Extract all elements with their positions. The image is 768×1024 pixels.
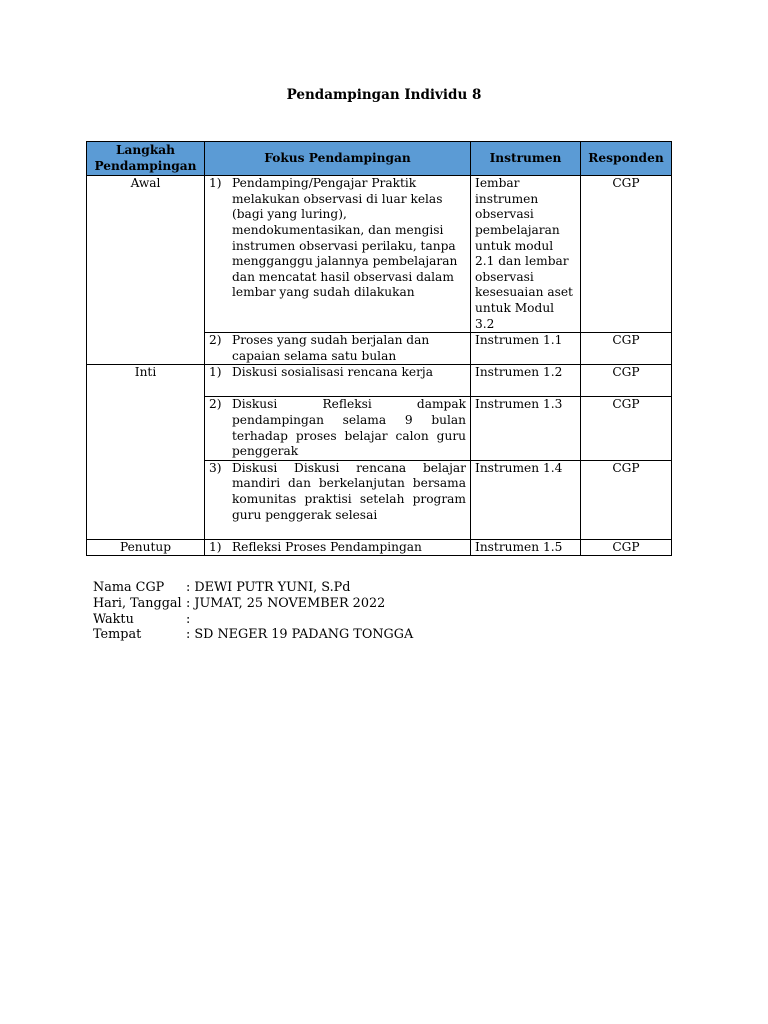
fokus-text: Diskusi sosialisasi rencana kerja <box>232 365 433 380</box>
fokus-text: Diskusi Refleksi dampak pendampingan selama 9 bulan terhadap proses belajar calon guru penggerak <box>232 397 466 459</box>
responden-cell: CGP <box>581 460 672 539</box>
info-label: Hari, Tanggal <box>93 595 182 611</box>
fokus-cell <box>205 176 471 333</box>
item-number: 1) <box>209 176 222 191</box>
table-row <box>87 365 672 397</box>
instrumen-cell: Instrumen 1.4 <box>471 460 581 539</box>
pendampingan-table <box>86 141 672 556</box>
header-instrumen: Instrumen <box>471 142 581 176</box>
item-number: 1) <box>209 539 222 554</box>
info-value: : JUMAT, 25 NOVEMBER 2022 <box>186 595 386 611</box>
table-row <box>87 539 672 556</box>
table-row <box>87 176 672 333</box>
responden-cell: CGP <box>581 176 672 333</box>
info-label: Tempat <box>93 627 142 643</box>
instrumen-cell: Instrumen 1.1 <box>471 333 581 365</box>
info-row-waktu <box>93 612 413 628</box>
fokus-text: Proses yang sudah berjalan dan capaian selama satu bulan <box>232 333 430 363</box>
responden-cell: CGP <box>581 397 672 460</box>
fokus-cell <box>205 333 471 365</box>
fokus-cell <box>205 460 471 539</box>
fokus-cell <box>205 539 471 556</box>
instrumen-cell: Instrumen 1.3 <box>471 397 581 460</box>
fokus-cell <box>205 397 471 460</box>
responden-cell: CGP <box>581 365 672 397</box>
item-number: 2) <box>209 333 222 348</box>
fokus-text: Diskusi Diskusi rencana belajar mandiri dan berkelanjutan bersama komunitas praktisi setelah program guru penggerak selesai <box>232 460 466 522</box>
header-responden: Responden <box>581 142 672 176</box>
info-label: Waktu <box>93 611 134 627</box>
item-number: 3) <box>209 460 222 475</box>
table-header-row <box>87 142 672 176</box>
info-row-tanggal <box>93 596 413 612</box>
instrumen-cell: Instrumen 1.2 <box>471 365 581 397</box>
responden-cell: CGP <box>581 539 672 556</box>
langkah-cell: Awal <box>87 176 205 365</box>
info-block <box>93 580 413 643</box>
info-value: : SD NEGER 19 PADANG TONGGA <box>186 627 414 643</box>
header-fokus: Fokus Pendampingan <box>205 142 471 176</box>
info-value: : DEWI PUTR YUNI, S.Pd <box>186 580 351 595</box>
info-row-nama <box>93 580 413 596</box>
info-label: Nama CGP <box>93 580 165 595</box>
header-langkah: Langkah Pendampingan <box>87 142 205 176</box>
info-value: : <box>186 611 191 627</box>
instrumen-cell: Iembar instrumen observasi pembelajaran untuk modul 2.1 dan lembar observasi kesesuaian aset untuk Modul 3.2 <box>471 176 581 333</box>
langkah-cell: Inti <box>87 365 205 539</box>
item-number: 1) <box>209 365 222 380</box>
page-title: Pendampingan Individu 8 <box>286 87 482 103</box>
fokus-text: Pendamping/Pengajar Praktik melakukan observasi di luar kelas (bagi yang luring), mendokumentasikan, dan mengisi instrumen observasi perilaku, tanpa mengganggu jalannya pembelajaran dan mencatat hasil observasi dalam lembar yang sudah dilakukan <box>232 176 458 300</box>
responden-cell: CGP <box>581 333 672 365</box>
instrumen-cell: Instrumen 1.5 <box>471 539 581 556</box>
fokus-text: Refleksi Proses Pendampingan <box>232 539 422 554</box>
info-row-tempat <box>93 627 413 643</box>
langkah-cell: Penutup <box>87 539 205 556</box>
fokus-cell <box>205 365 471 397</box>
item-number: 2) <box>209 397 222 412</box>
